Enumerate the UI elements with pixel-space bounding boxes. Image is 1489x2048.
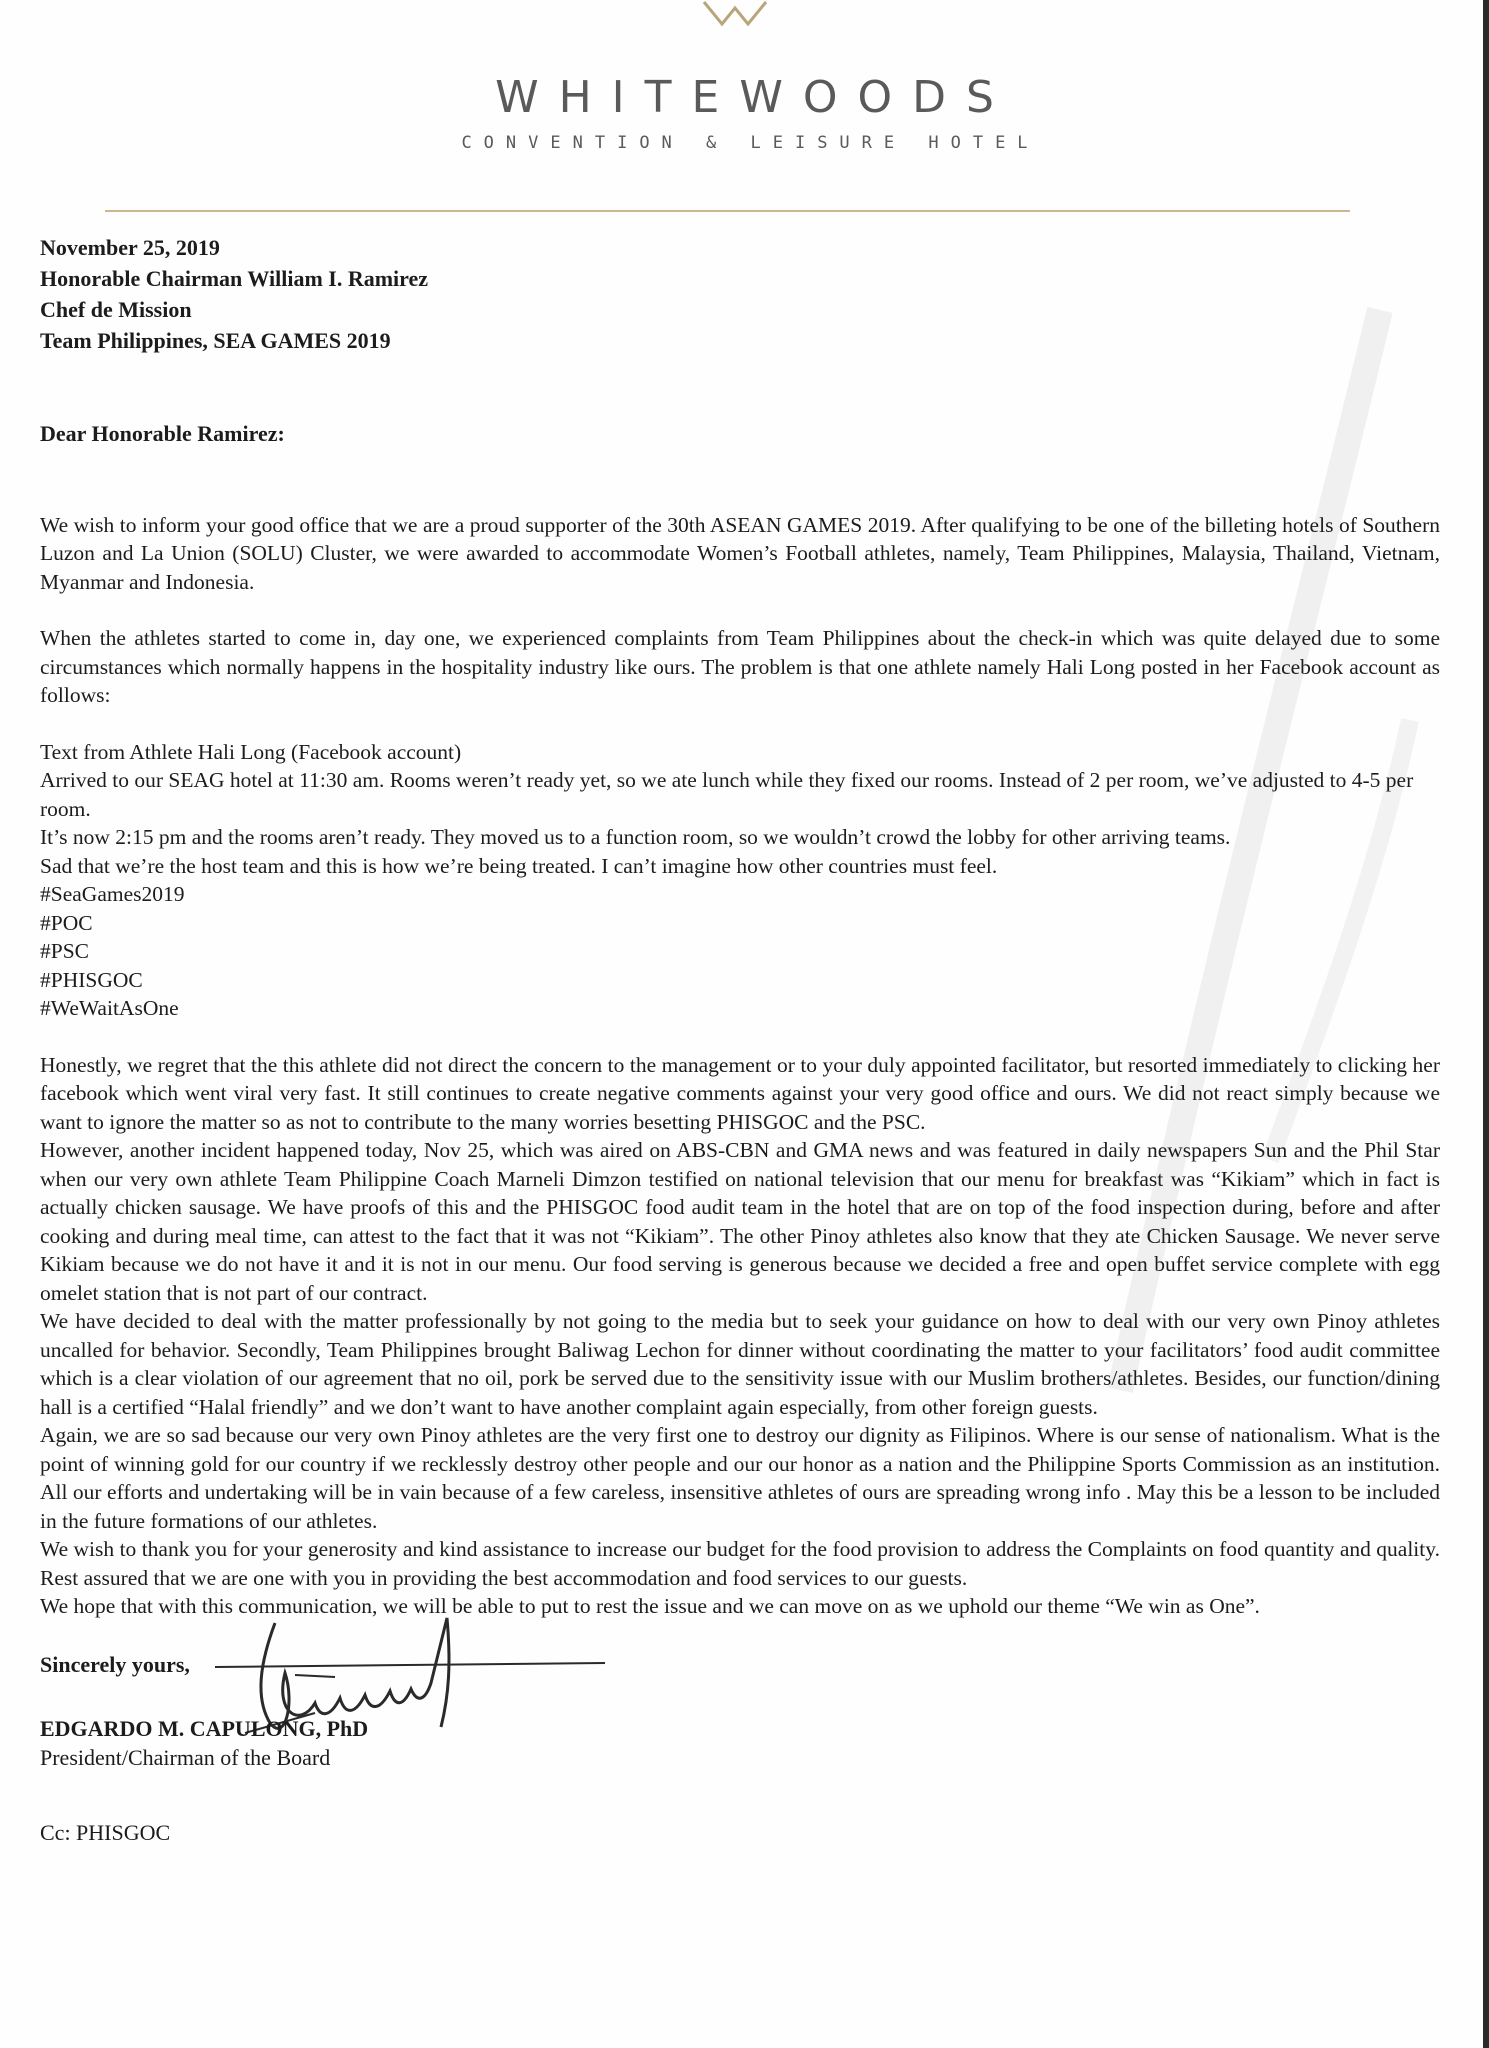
paragraph-closing: We hope that with this communication, we will be able to put to rest the issue and we can move on as we uphold our theme “We win as One”. — [40, 1594, 1260, 1618]
hotel-tagline: CONVENTION & LEISURE HOTEL — [461, 133, 1040, 153]
signer-name: EDGARDO M. CAPULONG, PhD — [40, 1715, 369, 1741]
paragraph-decision: We have decided to deal with the matter professionally by not going to the media but to seek your guidance on how to deal with our very own Pinoy athletes uncalled for behavior. Secondly, Team Philippines brought Baliwag Lechon for dinner without coordinating the matter to your facilitators’ food audit committee which is a clear violation of our agreement that no oil, pork be served due to the sensitivity issue with our Muslim brothers/athletes. Besides, our function/dining hall is a certified “Halal friendly” and we don’t want to have another complaint again especially, from other foreign guests. — [40, 1309, 1440, 1419]
letterhead-divider — [105, 210, 1350, 212]
paragraph-thanks: We wish to thank you for your generosity and kind assistance to increase our budget for the food provision to address the Complaints on food quantity and quality. Rest assured that we are one with you in providing the best accommodation and food services to our guests. — [40, 1537, 1440, 1590]
addressee-title: Chef de Mission — [40, 297, 192, 322]
hashtag: #POC — [40, 910, 93, 935]
quoted-post — [40, 738, 1440, 1023]
quote-line: It’s now 2:15 pm and the rooms aren’t ready. They moved us to a function room, so we wouldn’t crowd the lobby for other arriving teams. — [40, 825, 1231, 849]
addressee-name: Honorable Chairman William I. Ramirez — [40, 266, 429, 291]
addressee-organization: Team Philippines, SEA GAMES 2019 — [40, 328, 391, 353]
hashtag: #PHISGOC — [40, 967, 143, 992]
hashtag: #SeaGames2019 — [40, 882, 185, 906]
paragraph-regret: Honestly, we regret that the this athlete did not direct the concern to the management or to your duly appointed facilitator, but resorted immediately to clicking her facebook which went viral very fast. It still continues to create negative comments against your very good office and ours. We did not react simply because we want to ignore the matter so as not to contribute to the many worries besetting PHISGOC and the PSC. — [40, 1052, 1440, 1134]
quote-line: Sad that we’re the host team and this is how we’re being treated. I can’t imagine how other countries must feel. — [40, 853, 998, 878]
hashtag: #PSC — [40, 939, 90, 963]
hashtag: #WeWaitAsOne — [40, 996, 179, 1020]
hotel-letterhead — [0, 72, 1489, 153]
page-edge-shadow — [1483, 0, 1489, 2048]
paragraph-dignity: Again, we are so sad because our very own Pinoy athletes are the very first one to destroy our dignity as Filipinos. Where is our sense of nationalism. What is the point of winning gold for our country if we recklessly destroy other people and our our honor as a nation and the Philippine Sports Commission as an institution. All our efforts and undertaking will be in vain because of a few careless, insensitive athletes of ours are spreading wrong info . May this be a lesson to be included in the future formations of our athletes. — [40, 1423, 1440, 1533]
paragraph-intro: We wish to inform your good office that we are a proud supporter of the 30th ASEAN GAMES 2019. After qualifying to be one of the billeting hotels of Southern Luzon and La Union (SOLU) Cluster, we were awarded to accommodate Women’s Football athletes, namely, Team Philippines, Malaysia, Thailand, Vietnam, Myanmar and Indonesia. — [40, 512, 1440, 594]
signature-block — [40, 1651, 1440, 1845]
sign-off: Sincerely yours, — [40, 1651, 190, 1677]
letter-date: November 25, 2019 — [40, 235, 220, 260]
carbon-copy-line: Cc: PHISGOC — [40, 1819, 171, 1845]
letter-body — [40, 232, 1440, 1845]
salutation: Dear Honorable Ramirez: — [40, 421, 285, 446]
quote-heading: Text from Athlete Hali Long (Facebook account) — [40, 739, 462, 764]
signer-position: President/Chairman of the Board — [40, 1744, 331, 1770]
quote-line: Arrived to our SEAG hotel at 11:30 am. Rooms weren’t ready yet, so we ate lunch while they fixed our rooms. Instead of 2 per room, we’ve adjusted to 4-5 per room. — [40, 768, 1414, 821]
chevron-w-logo-icon — [700, 0, 770, 30]
hotel-name: WHITEWOODS — [495, 72, 1014, 123]
paragraph-incident: However, another incident happened today, Nov 25, which was aired on ABS-CBN and GMA news and was featured in daily newspapers Sun and the Phil Star when our very own athlete Team Philippine Coach Marneli Dimzon testified on national television that our menu for breakfast was “Kikiam” which in fact is actually chicken sausage. We have proofs of this and the PHISGOC food audit team in the hotel that are on top of the food inspection during, before and after cooking and during meal time, can attest to the fact that it was not “Kikiam”. The other Pinoy athletes also know that they ate Chicken Sausage. We never serve Kikiam because we do not have it and it is not in our menu. Our food serving is generous because we decided a free and open buffet service complete with egg omelet station that is not part of our contract. — [40, 1138, 1440, 1305]
paragraph-complaint: When the athletes started to come in, day one, we experienced complaints from Team Philippines about the check-in which was quite delayed due to some circumstances which normally happens in the hospitality industry like ours. The problem is that one athlete namely Hali Long posted in her Facebook account as follows: — [40, 626, 1440, 707]
